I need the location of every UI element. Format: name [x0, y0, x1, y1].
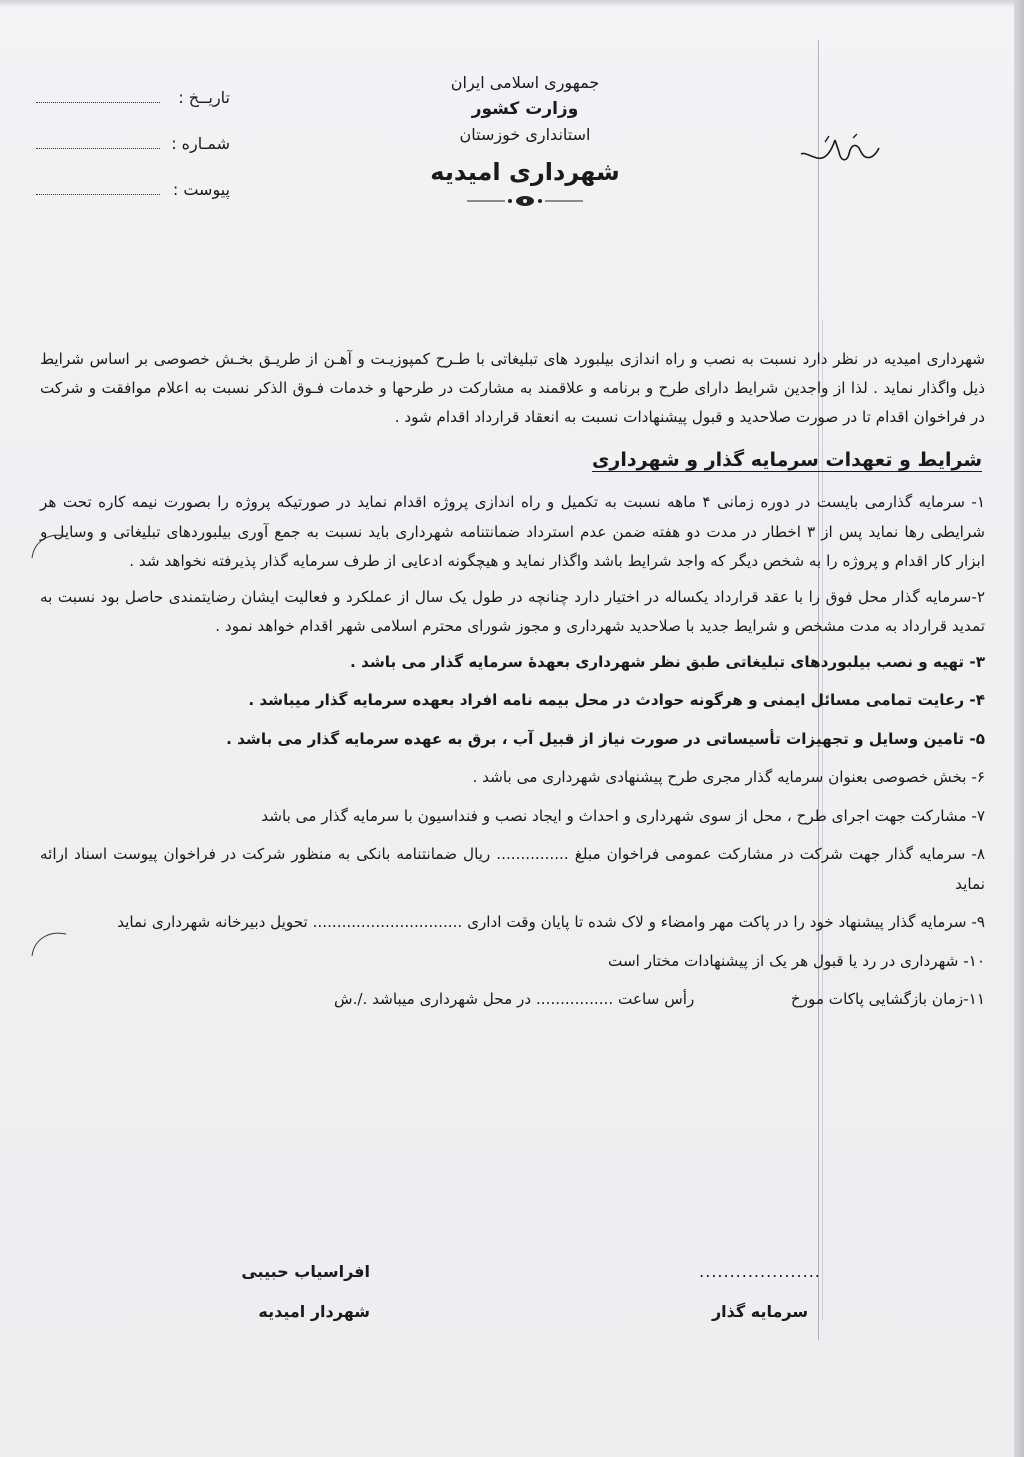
- condition-item-11: ۱۱-زمان بازگشایی پاکات مورخ رأس ساعت ................ در محل شهرداری میباشد ./.ش: [334, 990, 985, 1008]
- condition-item-5: ۵- تامین وسایل و تجهیزات تأسیساتی در صورت نیاز از قبیل آب ، برق به عهده سرمایه گذار می باشد .: [226, 729, 985, 748]
- investor-signature-line: ....................: [699, 1262, 821, 1281]
- condition-item-9: ۹- سرمایه گذار پیشنهاد خود را در پاکت مهر وامضاء و لاک شده تا پایان وقت اداری ............................... تحویل دبیرخانه شهرداری نماید: [117, 913, 985, 931]
- condition-item-8: ۸- سرمایه گذار جهت شرکت در مشارکت عمومی فراخوان مبلغ ............... ریال ضمانتنامه بانکی به منظور شرکت در فراخوان پیوست اسناد ارائه نماید: [40, 845, 985, 893]
- mayor-signature: [230, 1252, 370, 1332]
- condition-item-10: ۱۰- شهرداری در رد یا قبول هر یک از پیشنهادات مختار است: [608, 951, 985, 970]
- ornament-divider-icon: [465, 194, 585, 208]
- date-row: [30, 88, 230, 134]
- number-field: [36, 134, 160, 149]
- section-title: شرایط و تعهدات سرمایه گذار و شهرداری: [592, 449, 982, 471]
- number-row: [30, 134, 230, 180]
- condition-item-6: ۶- بخش خصوصی بعنوان سرمایه گذار مجری طرح پیشنهادی شهرداری می باشد .: [472, 768, 985, 786]
- condition-item-7: ۷- مشارکت جهت اجرای طرح ، محل از سوی شهرداری و احداث و ایجاد نصب و فنداسیون با سرمایه گذار می باشد: [261, 806, 985, 825]
- scan-edge-right: [1014, 0, 1024, 1457]
- municipality-title: شهرداری امیدیه: [430, 158, 620, 186]
- basmala-calligraphy: [795, 130, 885, 170]
- scan-edge-top: [0, 0, 1024, 6]
- conditions-list: [40, 488, 985, 1024]
- condition-item-2: ۲-سرمایه گذار محل فوق را با عقد قرارداد یکساله در اختیار دارد چنانچه در طول یک سال از عملکرد و فعالیت ایشان رضایتمندی حاصل بود نسبت به تمدید قرارداد به مدت مشخص و شرایط جدید با صلاحدید شهرداری و مجوز شورای محترم اسلامی شهر اقدام خواهد نمود .: [40, 587, 985, 635]
- condition-item-1: ۱- سرمایه گذارمی بایست در دوره زمانی ۴ ماهه نسبت به تکمیل و راه اندازی پروژه اقدام نماید در صورتیکه پروژه را بصورت نیمه کاره تحت هر شرایطی رها نماید پس از ۳ اخطار در مدت دو هفته ضمن عدم استرداد ضمانتنامه شهرداری باید نسبت به جمع آوری بیلبوردهای تبلیغاتی و وسایل و ابزار کار اقدام و پروژه را به شخص دیگر که واجد شرایط باشد واگذار نماید و هیچگونه ادعایی از طرف سرمایه گذار پذیرفته نخواهد شد .: [40, 493, 986, 570]
- letter-meta: [30, 88, 230, 226]
- attachment-label: پیوست :: [172, 180, 230, 199]
- ministry-line: وزارت کشور: [471, 99, 579, 119]
- mayor-name: افراسیاب حبیبی: [241, 1262, 370, 1281]
- date-field: [36, 88, 160, 103]
- condition-item-3: ۳- تهیه و نصب بیلبوردهای تبلیغاتی طبق نظر شهرداری بعهدهٔ سرمایه گذار می باشد .: [350, 652, 985, 671]
- investor-signature: [690, 1252, 830, 1332]
- date-label: تاریــخ :: [178, 88, 230, 107]
- mayor-title: شهردار امیدیه: [258, 1302, 370, 1321]
- letterhead: [380, 70, 670, 208]
- number-label: شمـاره :: [171, 134, 230, 153]
- attachment-row: [30, 180, 230, 226]
- province-line: استانداری خوزستان: [459, 125, 591, 144]
- attachment-field: [36, 180, 160, 195]
- republic-line: جمهوری اسلامی ایران: [450, 73, 600, 92]
- condition-item-4: ۴- رعایت تمامی مسائل ایمنی و هرگونه حوادث در محل بیمه نامه افراد بعهده سرمایه گذار میباشد .: [248, 691, 985, 709]
- intro-paragraph: شهرداری امیدیه در نظر دارد نسبت به نصب و راه اندازی بیلبورد های تبلیغاتی با طـرح کمپوزیـت و آهـن از طریـق بخـش خصوصی بر اساس شرایط ذیل واگذار نماید . لذا از واجدین شرایط دارای طرح و برنامه و علاقمند به مشارکت در طرحها و خدمات فـوق الذکر نسبت به اعلام موافقت و شرکت در فراخوان اقدام تا در صورت صلاحدید و قبول پیشنهادات نسبت به انعقاد قرارداد اقدام شود .: [40, 350, 985, 427]
- investor-title: سرمایه گذار: [711, 1302, 809, 1321]
